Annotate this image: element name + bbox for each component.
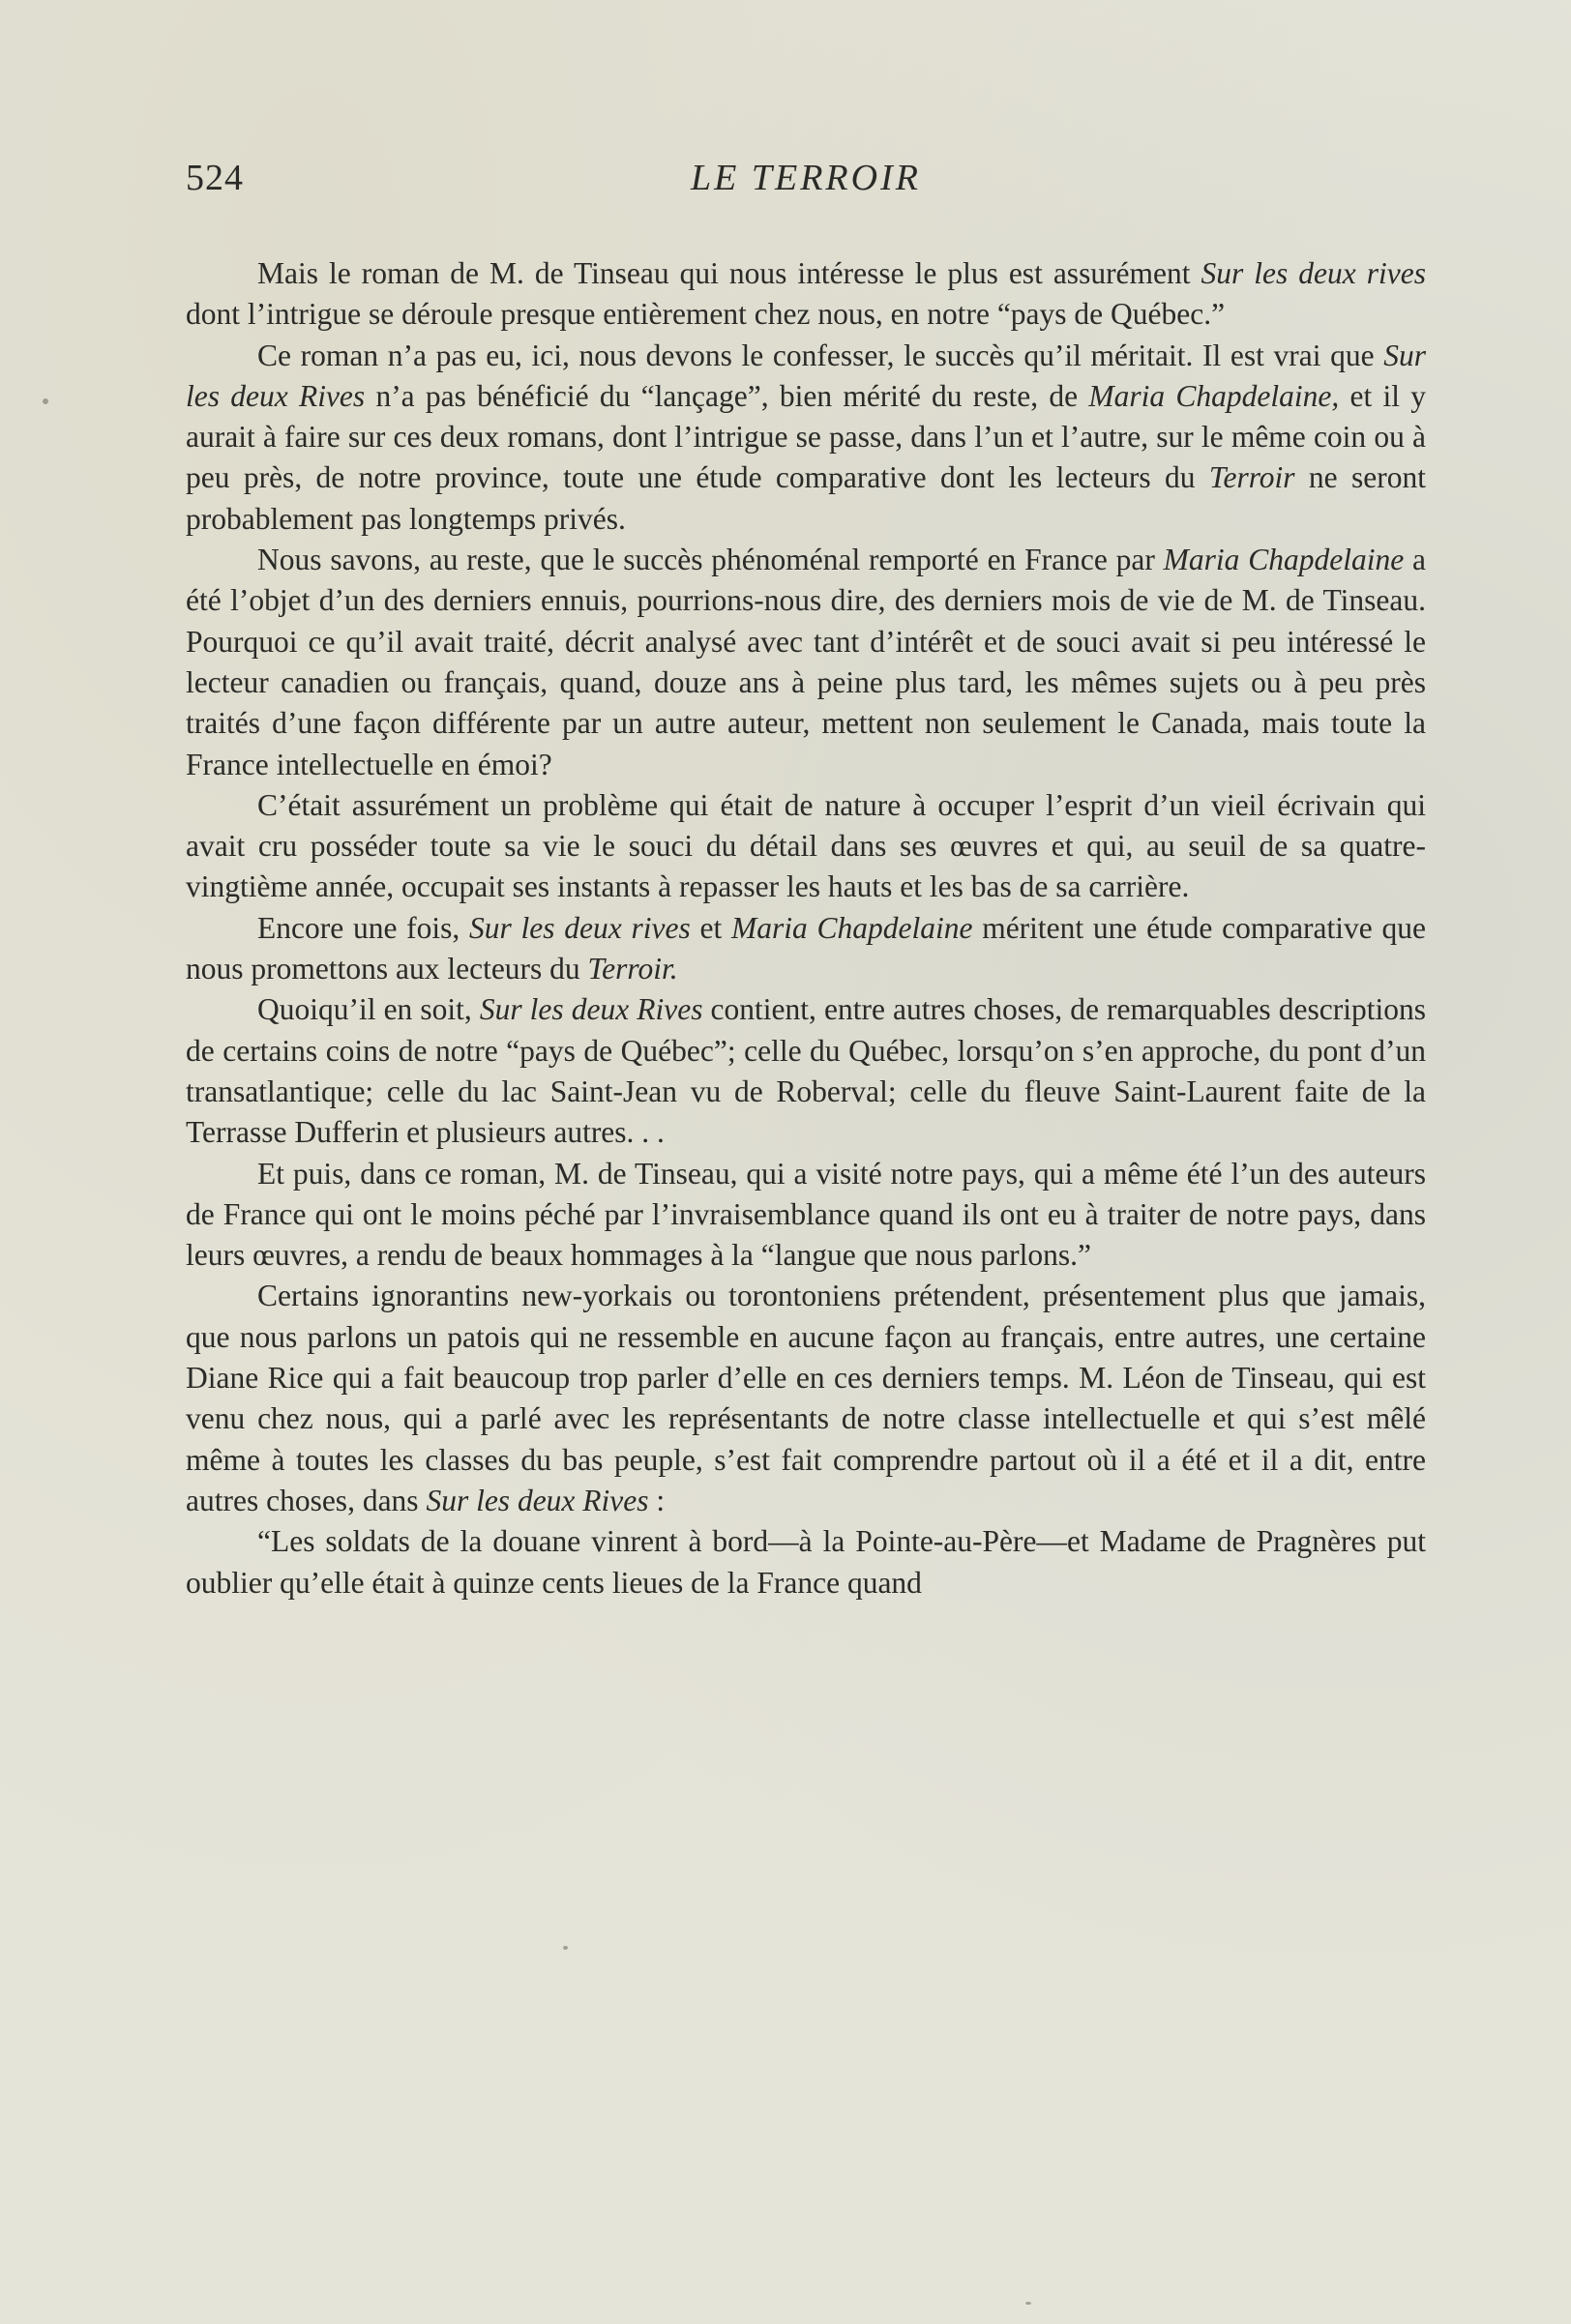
text-run: Quoiqu’il en soit,: [257, 992, 480, 1027]
book-title: Maria Chapdelaine,: [1088, 378, 1340, 413]
paragraph: [186, 540, 1426, 785]
journal-title: Terroir: [1208, 460, 1295, 495]
paragraph: [186, 1154, 1426, 1277]
text-run: Encore une fois,: [257, 910, 470, 945]
paragraph: [186, 908, 1426, 990]
text-run: ne seront probablement pas longtemps privés.: [186, 460, 1426, 536]
article-body: [186, 253, 1426, 1603]
text-run: Nous savons, au reste, que le succès phénoménal remporté en France par: [257, 543, 1164, 577]
paragraph: [186, 1276, 1426, 1521]
ink-speck: [563, 1946, 568, 1950]
text-run: C’était assurément un problème qui était de nature à occuper l’esprit d’un vieil écrivain qui avait cru posséder toute sa vie le souci du détail dans ses œuvres et qui, au seuil de sa quatre-vingtième année, occupait ses instants à repasser les hauts et les bas de sa carrière.: [186, 787, 1426, 904]
text-run: Et puis, dans ce roman, M. de Tinseau, qui a visité notre pays, qui a même été l’un des auteurs de France qui ont le moins péché par l’invraisemblance quand ils ont eu à traiter de notre pays, dans leurs œuvres, a rendu de beaux hommages à la “langue que nous parlons.”: [186, 1156, 1426, 1273]
book-title: Maria Chapdelaine: [1163, 543, 1405, 577]
page-number: 524: [186, 158, 244, 198]
text-run: n’a pas bénéficié du “lançage”, bien mérité du reste, de: [365, 378, 1089, 413]
book-title: Sur les deux Rives: [186, 338, 1426, 413]
text-run: et il y aurait à faire sur ces deux romans, dont l’intrigue se passe, dans l’un et l’autre, sur le même coin ou à peu près, de notre province, toute une étude comparative dont les lecteurs du: [186, 378, 1426, 495]
text-run: a été l’objet d’un des derniers ennuis, pourrions-nous dire, des derniers mois de vie de M. de Tinseau. Pourquoi ce qu’il avait traité, décrit analysé avec tant d’intérêt et de souci avait si peu intéressé le lecteur canadien ou français, quand, douze ans à peine plus tard, les mêmes sujets ou à peu près traités d’une façon différente par un autre auteur, mettent non seulement le Canada, mais toute la France intellectuelle en émoi?: [186, 543, 1427, 781]
paragraph: [186, 1521, 1426, 1603]
book-title: Sur les deux rives: [1200, 256, 1426, 290]
text-run: contient, entre autres choses, de remarquables descriptions de certains coins de notre “pays de Québec”; celle du Québec, lorsqu’on s’en approche, du pont d’un transatlantique; celle du lac Saint-Jean vu de Roberval; celle du fleuve Saint-Laurent faite de la Terrasse Dufferin et plusieurs autres. . .: [186, 992, 1426, 1150]
text-run: Ce roman n’a pas eu, ici, nous devons le confesser, le succès qu’il méritait. Il est vrai que: [257, 338, 1384, 372]
text-run: et: [690, 910, 731, 945]
book-title: Sur les deux rives: [469, 910, 691, 945]
text-run: dont l’intrigue se déroule presque entièrement chez nous, en notre “pays de Québec.”: [186, 297, 1226, 332]
book-title: Maria Chapdelaine: [730, 910, 973, 945]
text-run: Mais le roman de M. de Tinseau qui nous intéresse le plus est assurément: [257, 256, 1201, 290]
journal-title: Terroir.: [587, 952, 678, 986]
text-run: Certains ignorantins new-yorkais ou torontoniens prétendent, présentement plus que jamais, que nous parlons un patois qui ne ressemble en aucune façon au français, entre autres, une certaine Diane Rice qui a fait beaucoup trop parler d’elle en ces derniers temps. M. Léon de Tinseau, qui est venu chez nous, qui a parlé avec les représentants de notre classe intellectuelle et qui s’est mêlé même à toutes les classes du bas peuple, s’est fait comprendre partout où il a été et il a dit, entre autres choses, dans: [186, 1279, 1426, 1517]
text-run: “Les soldats de la douane vinrent à bord—à la Pointe-au-Père—et Madame de Pragnères put oublier qu’elle était à quinze cents lieues de la France quand: [186, 1524, 1426, 1600]
ink-speck: [43, 398, 48, 404]
paragraph: [186, 253, 1426, 336]
paragraph: [186, 785, 1426, 908]
book-title: Sur les deux Rives: [479, 992, 703, 1027]
text-run: méritent une étude comparative que nous promettons aux lecteurs du: [186, 910, 1426, 986]
text-run: :: [648, 1483, 666, 1517]
paragraph: [186, 989, 1426, 1153]
book-title: Sur les deux Rives: [426, 1483, 649, 1517]
paragraph: [186, 336, 1426, 540]
running-title: LE TERROIR: [691, 158, 921, 198]
ink-speck: [1025, 2302, 1031, 2305]
page-header: [186, 157, 1426, 215]
